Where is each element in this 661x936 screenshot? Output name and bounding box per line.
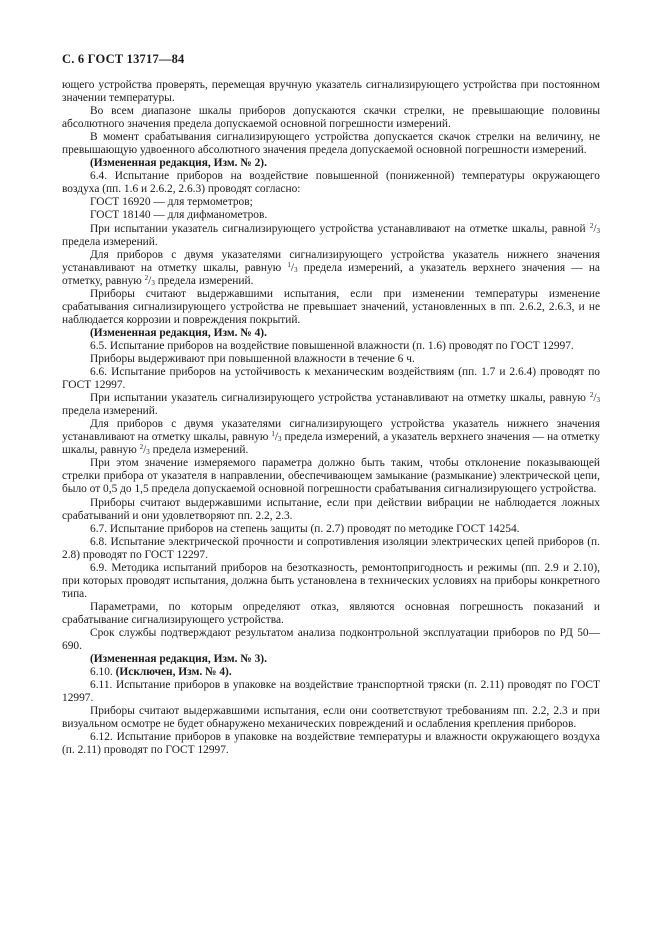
text-run: предела измерений, а указатель верхнего значения — на отметку шкалы, равную (62, 431, 600, 457)
paragraph: В момент срабатывания сигнализирующего устройства допускается скачок стрелки на величину, не превышающую удвоенного абсолютного значения предела допускаемой основной погрешности измерений. (62, 131, 600, 157)
paragraph: Для приборов с двумя указателями сигнализирующего устройства указатель нижнего значения устанавливают на отметку шкалы, равную $^1/_3$ предела измерений, а указатель верхнего значения — на отметку шкалы, равную $^2/_3$ предела измерений. (62, 418, 600, 457)
paragraph: Приборы считают выдержавшими испытания, если при изменении температуры изменение срабатывания сигнализирующего устройства не превышает значений, установленных в пп. 2.6.2, 2.6.3, и не наблюдается коррозии и повреждения покрытий. (62, 287, 600, 326)
paragraph: 6.8. Испытание электрической прочности и сопротивления изоляции электрических цепей приборов (п. 2.8) проводят по ГОСТ 12297. (62, 535, 600, 561)
paragraph: Приборы выдерживают при повышенной влажности в течение 6 ч. (90, 352, 415, 365)
text-run: 6.10. (90, 666, 116, 679)
fraction-numerator: 2 (139, 443, 144, 452)
paragraph: Приборы считают выдержавшими испытания, если они соответствуют требованиям пп. 2.2, 2.3 и при визуальном осмотре не будет обнаружено механических повреждений и ослабления крепления приборов. (62, 705, 600, 731)
paragraph: Параметрами, по которым определяют отказ, являются основная погрешность показаний и срабатывание сигнализирующего устройства. (62, 600, 600, 626)
paragraph: ющего устройства проверять, перемещая вручную указатель сигнализирующего устройства при постоянном значении температуры. (62, 79, 600, 105)
text-run: предела измерений. (154, 274, 254, 287)
paragraph: 6.6. Испытание приборов на устойчивость к механическим воздействиям (пп. 1.7 и 2.6.4) проводят по ГОСТ 12997. (62, 366, 600, 392)
excluded-note: (Исключен, Изм. № 4). (115, 666, 232, 679)
amendment-note: (Измененная редакция, Изм. № 2). (90, 157, 267, 170)
amendment-note: (Измененная редакция, Изм. № 4). (90, 326, 267, 339)
paragraph: Приборы считают выдержавшими испытание, если при действии вибрации не наблюдается ложных срабатываний и они удовлетворяют пп. 2.2, 2.3. (62, 496, 600, 522)
paragraph: При этом значение измеряемого параметра должно быть таким, чтобы отклонение показывающей стрелки прибора от указателя в направлении, обеспечивающем замыкание (размыкание) электрической цепи, было от 0,5 до 1,5 предела допускаемой основной погрешности срабатывания сигнализирующего устройства. (62, 457, 600, 496)
fraction-denominator: 3 (294, 265, 298, 274)
fraction-numerator: 2 (144, 273, 149, 282)
fraction-denominator: 3 (151, 278, 155, 287)
paragraph: При испытании указатель сигнализирующего устройства устанавливают на отметке шкалы, равной $^2/_3$ предела измерений. (62, 221, 600, 248)
amendment-note: (Измененная редакция, Изм. № 3). (90, 653, 267, 666)
text-run: предела измерений. (62, 235, 158, 248)
fraction-numerator: 2 (589, 221, 594, 230)
fraction-numerator: 1 (271, 430, 275, 439)
paragraph: ГОСТ 18140 — для дифманометров. (90, 209, 268, 222)
paragraph: 6.7. Испытание приборов на степень защиты (п. 2.7) проводят по методике ГОСТ 14254. (90, 522, 520, 535)
paragraph (62, 666, 600, 679)
text-run: предела измерений. (62, 405, 158, 418)
fraction-numerator: 2 (589, 391, 594, 400)
text-run: Для приборов с двумя указателями сигнализирующего устройства указатель нижнего значения устанавливают на отметку шкалы, равную (62, 248, 600, 274)
paragraph: ГОСТ 16920 — для термометров; (90, 196, 253, 209)
paragraph: 6.9. Методика испытаний приборов на безотказность, ремонтопригодность и режимы (пп. 2.9 и 2.10), при которых проводят испытания, должна быть установлена в технических условиях на приборы конкретного типа. (62, 561, 600, 600)
fraction-denominator: 3 (596, 396, 600, 405)
paragraph: Для приборов с двумя указателями сигнализирующего устройства указатель нижнего значения устанавливают на отметку шкалы, равную $^1/_3$ предела измерений, а указатель верхнего значения — на отметку, равную $^2/_3$ предела измерений. (62, 248, 600, 287)
page-header: С. 6 ГОСТ 13717—84 (62, 52, 185, 66)
paragraph: При испытании указатель сигнализирующего устройства устанавливают на отметку шкалы, равную $^2/_3$ предела измерений. (62, 391, 600, 418)
fraction-denominator: 3 (278, 435, 282, 444)
text-run: Для приборов с двумя указателями сигнализирующего устройства указатель нижнего значения устанавливают на отметку шкалы, равную (62, 418, 600, 444)
paragraph: 6.11. Испытание приборов в упаковке на воздействие транспортной тряски (п. 2.11) проводят по ГОСТ 12997. (62, 679, 600, 705)
fraction-numerator: 1 (287, 260, 291, 269)
text-run: предела измерений. (149, 444, 249, 457)
paragraph: 6.12. Испытание приборов в упаковке на воздействие температуры и влажности окружающего воздуха (п. 2.11) проводят по ГОСТ 12997. (62, 731, 600, 757)
paragraph: 6.5. Испытание приборов на воздействие повышенной влажности (п. 1.6) проводят по ГОСТ 12997. (90, 339, 574, 352)
paragraph: Во всем диапазоне шкалы приборов допускаются скачки стрелки, не превышающие половины абсолютного значения предела допускаемой основной погрешности измерений. (62, 105, 600, 131)
paragraph: Срок службы подтверждают результатом анализа подконтрольной эксплуатации приборов по РД 50—690. (62, 626, 600, 653)
fraction-denominator: 3 (146, 448, 150, 457)
document-body (62, 79, 600, 757)
paragraph: 6.4. Испытание приборов на воздействие повышенной (пониженной) температуры окружающего воздуха (пп. 1.6 и 2.6.2, 2.6.3) проводят согласно: (62, 170, 600, 196)
text-run: предела измерений, а указатель верхнего значения — на отметку, равную (62, 261, 600, 287)
text-run: При испытании указатель сигнализирующего устройства устанавливают на отметку шкалы, равную (90, 392, 590, 405)
fraction-denominator: 3 (596, 226, 600, 235)
text-run: При испытании указатель сигнализирующего устройства устанавливают на отметке шкалы, равной (90, 222, 590, 235)
